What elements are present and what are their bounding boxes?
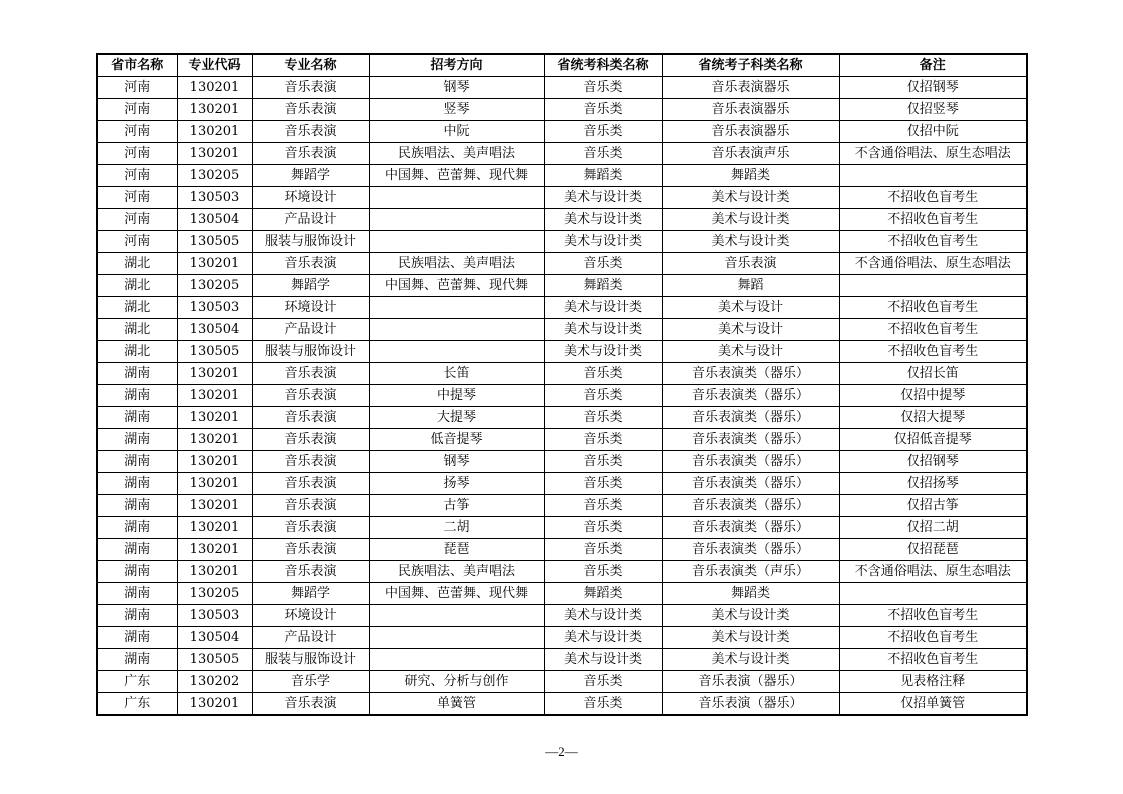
- cell-exam-category: 音乐类: [544, 451, 662, 473]
- cell-remarks: 见表格注释: [839, 671, 1027, 693]
- cell-exam-category: 舞蹈类: [544, 583, 662, 605]
- cell-direction: [369, 341, 544, 363]
- header-major-name: 专业名称: [252, 54, 369, 77]
- cell-major-code: 130201: [177, 473, 252, 495]
- cell-remarks: [839, 165, 1027, 187]
- cell-exam-subcategory: 音乐表演类（器乐）: [662, 473, 839, 495]
- cell-province: 河南: [97, 77, 177, 99]
- cell-direction: 民族唱法、美声唱法: [369, 143, 544, 165]
- cell-province: 湖南: [97, 605, 177, 627]
- cell-province: 河南: [97, 143, 177, 165]
- cell-direction: 长笛: [369, 363, 544, 385]
- cell-major-name: 音乐表演: [252, 451, 369, 473]
- cell-remarks: [839, 275, 1027, 297]
- cell-major-code: 130505: [177, 649, 252, 671]
- table-row: [97, 143, 1027, 165]
- table-row: [97, 385, 1027, 407]
- cell-exam-subcategory: 美术与设计类: [662, 627, 839, 649]
- cell-exam-category: 音乐类: [544, 99, 662, 121]
- cell-remarks: 不招收色盲考生: [839, 209, 1027, 231]
- cell-major-name: 音乐表演: [252, 143, 369, 165]
- cell-direction: 二胡: [369, 517, 544, 539]
- cell-major-name: 音乐表演: [252, 429, 369, 451]
- cell-direction: [369, 297, 544, 319]
- table-row: [97, 99, 1027, 121]
- table-row: [97, 627, 1027, 649]
- cell-remarks: 仅招长笛: [839, 363, 1027, 385]
- cell-major-code: 130505: [177, 231, 252, 253]
- table-row: [97, 605, 1027, 627]
- table-row: [97, 77, 1027, 99]
- cell-direction: 中国舞、芭蕾舞、现代舞: [369, 165, 544, 187]
- cell-direction: 扬琴: [369, 473, 544, 495]
- cell-province: 广东: [97, 693, 177, 716]
- cell-direction: 中国舞、芭蕾舞、现代舞: [369, 583, 544, 605]
- cell-major-name: 环境设计: [252, 187, 369, 209]
- cell-exam-category: 音乐类: [544, 429, 662, 451]
- cell-remarks: 仅招扬琴: [839, 473, 1027, 495]
- cell-exam-category: 美术与设计类: [544, 627, 662, 649]
- cell-major-code: 130503: [177, 605, 252, 627]
- cell-exam-category: 音乐类: [544, 143, 662, 165]
- cell-exam-category: 音乐类: [544, 77, 662, 99]
- cell-province: 湖南: [97, 517, 177, 539]
- header-major-code: 专业代码: [177, 54, 252, 77]
- cell-major-code: 130201: [177, 77, 252, 99]
- table-row: [97, 671, 1027, 693]
- cell-major-name: 环境设计: [252, 605, 369, 627]
- cell-major-name: 音乐表演: [252, 473, 369, 495]
- table-row: [97, 495, 1027, 517]
- cell-exam-category: 美术与设计类: [544, 231, 662, 253]
- table-row: [97, 165, 1027, 187]
- cell-direction: 钢琴: [369, 77, 544, 99]
- cell-exam-subcategory: 音乐表演类（器乐）: [662, 539, 839, 561]
- cell-major-name: 音乐学: [252, 671, 369, 693]
- page-number: —2—: [545, 744, 578, 759]
- cell-major-name: 服装与服饰设计: [252, 341, 369, 363]
- table-row: [97, 275, 1027, 297]
- table-row: [97, 187, 1027, 209]
- cell-exam-category: 音乐类: [544, 363, 662, 385]
- cell-remarks: 不招收色盲考生: [839, 605, 1027, 627]
- cell-remarks: 不含通俗唱法、原生态唱法: [839, 561, 1027, 583]
- cell-major-name: 音乐表演: [252, 561, 369, 583]
- cell-exam-category: 美术与设计类: [544, 649, 662, 671]
- cell-exam-subcategory: 舞蹈类: [662, 165, 839, 187]
- cell-major-name: 舞蹈学: [252, 275, 369, 297]
- enrollment-table: [96, 53, 1028, 716]
- cell-major-code: 130504: [177, 319, 252, 341]
- table-row: [97, 429, 1027, 451]
- cell-remarks: 仅招钢琴: [839, 451, 1027, 473]
- cell-exam-subcategory: 美术与设计: [662, 297, 839, 319]
- table-header: [97, 54, 1027, 77]
- cell-province: 湖南: [97, 539, 177, 561]
- cell-remarks: 不含通俗唱法、原生态唱法: [839, 253, 1027, 275]
- table-row: [97, 363, 1027, 385]
- cell-major-name: 音乐表演: [252, 495, 369, 517]
- cell-direction: [369, 605, 544, 627]
- cell-province: 湖南: [97, 561, 177, 583]
- table-row: [97, 319, 1027, 341]
- cell-remarks: 不招收色盲考生: [839, 297, 1027, 319]
- cell-direction: [369, 187, 544, 209]
- cell-remarks: 不招收色盲考生: [839, 627, 1027, 649]
- cell-direction: 民族唱法、美声唱法: [369, 253, 544, 275]
- cell-exam-category: 音乐类: [544, 495, 662, 517]
- cell-remarks: 不招收色盲考生: [839, 231, 1027, 253]
- cell-exam-category: 美术与设计类: [544, 209, 662, 231]
- cell-remarks: 仅招古筝: [839, 495, 1027, 517]
- table-row: [97, 693, 1027, 716]
- cell-major-name: 产品设计: [252, 319, 369, 341]
- cell-province: 湖北: [97, 297, 177, 319]
- cell-exam-category: 音乐类: [544, 385, 662, 407]
- cell-province: 湖南: [97, 583, 177, 605]
- cell-direction: 中阮: [369, 121, 544, 143]
- cell-province: 湖南: [97, 385, 177, 407]
- table-row: [97, 561, 1027, 583]
- cell-exam-category: 音乐类: [544, 517, 662, 539]
- cell-exam-category: 美术与设计类: [544, 319, 662, 341]
- cell-province: 河南: [97, 99, 177, 121]
- cell-province: 湖北: [97, 253, 177, 275]
- cell-exam-subcategory: 音乐表演类（器乐）: [662, 517, 839, 539]
- cell-province: 河南: [97, 231, 177, 253]
- table-row: [97, 649, 1027, 671]
- cell-exam-category: 舞蹈类: [544, 275, 662, 297]
- cell-major-name: 音乐表演: [252, 253, 369, 275]
- cell-exam-category: 音乐类: [544, 539, 662, 561]
- cell-exam-category: 舞蹈类: [544, 165, 662, 187]
- cell-major-code: 130201: [177, 385, 252, 407]
- cell-province: 湖北: [97, 275, 177, 297]
- table-row: [97, 231, 1027, 253]
- cell-major-code: 130504: [177, 627, 252, 649]
- cell-province: 湖南: [97, 363, 177, 385]
- cell-major-name: 产品设计: [252, 209, 369, 231]
- cell-province: 河南: [97, 187, 177, 209]
- table-row: [97, 473, 1027, 495]
- cell-direction: 单簧管: [369, 693, 544, 716]
- cell-remarks: 仅招中阮: [839, 121, 1027, 143]
- table-row: [97, 539, 1027, 561]
- cell-exam-subcategory: 音乐表演器乐: [662, 77, 839, 99]
- cell-major-code: 130201: [177, 429, 252, 451]
- cell-direction: 古筝: [369, 495, 544, 517]
- cell-major-name: 音乐表演: [252, 363, 369, 385]
- cell-major-code: 130201: [177, 99, 252, 121]
- cell-exam-subcategory: 美术与设计类: [662, 605, 839, 627]
- cell-remarks: 不含通俗唱法、原生态唱法: [839, 143, 1027, 165]
- cell-exam-category: 音乐类: [544, 561, 662, 583]
- cell-province: 湖北: [97, 341, 177, 363]
- cell-direction: 中国舞、芭蕾舞、现代舞: [369, 275, 544, 297]
- cell-major-name: 产品设计: [252, 627, 369, 649]
- cell-major-name: 音乐表演: [252, 385, 369, 407]
- cell-major-name: 音乐表演: [252, 517, 369, 539]
- cell-exam-subcategory: 美术与设计类: [662, 187, 839, 209]
- cell-province: 湖南: [97, 649, 177, 671]
- cell-remarks: 仅招大提琴: [839, 407, 1027, 429]
- cell-exam-subcategory: 音乐表演类（器乐）: [662, 495, 839, 517]
- cell-exam-subcategory: 音乐表演（器乐）: [662, 693, 839, 716]
- cell-remarks: 仅招二胡: [839, 517, 1027, 539]
- table-row: [97, 121, 1027, 143]
- cell-major-code: 130504: [177, 209, 252, 231]
- cell-exam-category: 音乐类: [544, 671, 662, 693]
- cell-major-code: 130202: [177, 671, 252, 693]
- cell-major-code: 130205: [177, 583, 252, 605]
- cell-major-name: 服装与服饰设计: [252, 231, 369, 253]
- table-row: [97, 297, 1027, 319]
- cell-remarks: 不招收色盲考生: [839, 341, 1027, 363]
- cell-direction: 中提琴: [369, 385, 544, 407]
- cell-exam-subcategory: 音乐表演类（器乐）: [662, 451, 839, 473]
- cell-exam-subcategory: 音乐表演类（声乐）: [662, 561, 839, 583]
- cell-exam-category: 音乐类: [544, 253, 662, 275]
- cell-major-code: 130201: [177, 407, 252, 429]
- table-body: [97, 77, 1027, 716]
- cell-province: 湖南: [97, 451, 177, 473]
- cell-remarks: [839, 583, 1027, 605]
- cell-exam-subcategory: 美术与设计类: [662, 209, 839, 231]
- cell-direction: 竖琴: [369, 99, 544, 121]
- cell-exam-subcategory: 音乐表演器乐: [662, 121, 839, 143]
- cell-major-name: 音乐表演: [252, 407, 369, 429]
- cell-exam-category: 美术与设计类: [544, 341, 662, 363]
- cell-direction: 大提琴: [369, 407, 544, 429]
- cell-exam-subcategory: 音乐表演器乐: [662, 99, 839, 121]
- cell-major-name: 服装与服饰设计: [252, 649, 369, 671]
- cell-major-code: 130201: [177, 363, 252, 385]
- cell-exam-category: 美术与设计类: [544, 605, 662, 627]
- cell-exam-subcategory: 美术与设计: [662, 341, 839, 363]
- cell-remarks: 仅招琵琶: [839, 539, 1027, 561]
- table-row: [97, 209, 1027, 231]
- cell-exam-category: 美术与设计类: [544, 187, 662, 209]
- cell-major-code: 130201: [177, 121, 252, 143]
- cell-direction: [369, 209, 544, 231]
- header-province: 省市名称: [97, 54, 177, 77]
- cell-remarks: 不招收色盲考生: [839, 649, 1027, 671]
- cell-major-name: 音乐表演: [252, 121, 369, 143]
- cell-remarks: 不招收色盲考生: [839, 319, 1027, 341]
- cell-exam-category: 音乐类: [544, 473, 662, 495]
- table-row: [97, 341, 1027, 363]
- cell-remarks: 仅招单簧管: [839, 693, 1027, 716]
- cell-province: 广东: [97, 671, 177, 693]
- cell-province: 河南: [97, 209, 177, 231]
- cell-province: 河南: [97, 165, 177, 187]
- cell-direction: [369, 231, 544, 253]
- cell-major-code: 130201: [177, 561, 252, 583]
- cell-remarks: 不招收色盲考生: [839, 187, 1027, 209]
- cell-major-code: 130201: [177, 253, 252, 275]
- cell-exam-subcategory: 音乐表演类（器乐）: [662, 429, 839, 451]
- cell-exam-category: 音乐类: [544, 121, 662, 143]
- cell-direction: [369, 319, 544, 341]
- cell-exam-subcategory: 美术与设计类: [662, 231, 839, 253]
- cell-direction: 钢琴: [369, 451, 544, 473]
- cell-remarks: 仅招低音提琴: [839, 429, 1027, 451]
- cell-major-code: 130201: [177, 539, 252, 561]
- cell-exam-category: 美术与设计类: [544, 297, 662, 319]
- cell-major-name: 环境设计: [252, 297, 369, 319]
- cell-major-code: 130201: [177, 143, 252, 165]
- header-direction: 招考方向: [369, 54, 544, 77]
- header-remarks: 备注: [839, 54, 1027, 77]
- cell-major-code: 130201: [177, 517, 252, 539]
- table-row: [97, 583, 1027, 605]
- cell-exam-subcategory: 舞蹈类: [662, 583, 839, 605]
- cell-major-code: 130503: [177, 187, 252, 209]
- cell-direction: [369, 627, 544, 649]
- cell-exam-subcategory: 美术与设计类: [662, 649, 839, 671]
- cell-province: 河南: [97, 121, 177, 143]
- table-row: [97, 451, 1027, 473]
- cell-major-name: 音乐表演: [252, 77, 369, 99]
- cell-remarks: 仅招中提琴: [839, 385, 1027, 407]
- cell-province: 湖南: [97, 495, 177, 517]
- cell-exam-subcategory: 音乐表演类（器乐）: [662, 363, 839, 385]
- cell-exam-subcategory: 美术与设计: [662, 319, 839, 341]
- cell-major-name: 音乐表演: [252, 693, 369, 716]
- cell-direction: 琵琶: [369, 539, 544, 561]
- table-row: [97, 253, 1027, 275]
- header-exam-category: 省统考科类名称: [544, 54, 662, 77]
- cell-exam-category: 音乐类: [544, 693, 662, 716]
- header-exam-subcategory: 省统考子科类名称: [662, 54, 839, 77]
- cell-exam-subcategory: 音乐表演类（器乐）: [662, 407, 839, 429]
- cell-major-code: 130201: [177, 693, 252, 716]
- cell-major-code: 130201: [177, 495, 252, 517]
- cell-province: 湖南: [97, 473, 177, 495]
- cell-major-code: 130205: [177, 275, 252, 297]
- cell-major-code: 130505: [177, 341, 252, 363]
- cell-direction: [369, 649, 544, 671]
- cell-major-code: 130503: [177, 297, 252, 319]
- cell-province: 湖南: [97, 429, 177, 451]
- cell-major-name: 舞蹈学: [252, 165, 369, 187]
- cell-major-code: 130205: [177, 165, 252, 187]
- cell-exam-subcategory: 舞蹈: [662, 275, 839, 297]
- table-row: [97, 517, 1027, 539]
- cell-remarks: 仅招竖琴: [839, 99, 1027, 121]
- cell-province: 湖南: [97, 407, 177, 429]
- table-row: [97, 407, 1027, 429]
- cell-major-name: 音乐表演: [252, 539, 369, 561]
- header-row: [97, 54, 1027, 77]
- cell-exam-subcategory: 音乐表演: [662, 253, 839, 275]
- cell-exam-subcategory: 音乐表演类（器乐）: [662, 385, 839, 407]
- cell-exam-subcategory: 音乐表演（器乐）: [662, 671, 839, 693]
- cell-major-name: 音乐表演: [252, 99, 369, 121]
- cell-major-code: 130201: [177, 451, 252, 473]
- cell-direction: 民族唱法、美声唱法: [369, 561, 544, 583]
- cell-province: 湖南: [97, 627, 177, 649]
- cell-direction: 研究、分析与创作: [369, 671, 544, 693]
- cell-remarks: 仅招钢琴: [839, 77, 1027, 99]
- cell-direction: 低音提琴: [369, 429, 544, 451]
- cell-exam-subcategory: 音乐表演声乐: [662, 143, 839, 165]
- cell-exam-category: 音乐类: [544, 407, 662, 429]
- cell-major-name: 舞蹈学: [252, 583, 369, 605]
- cell-province: 湖北: [97, 319, 177, 341]
